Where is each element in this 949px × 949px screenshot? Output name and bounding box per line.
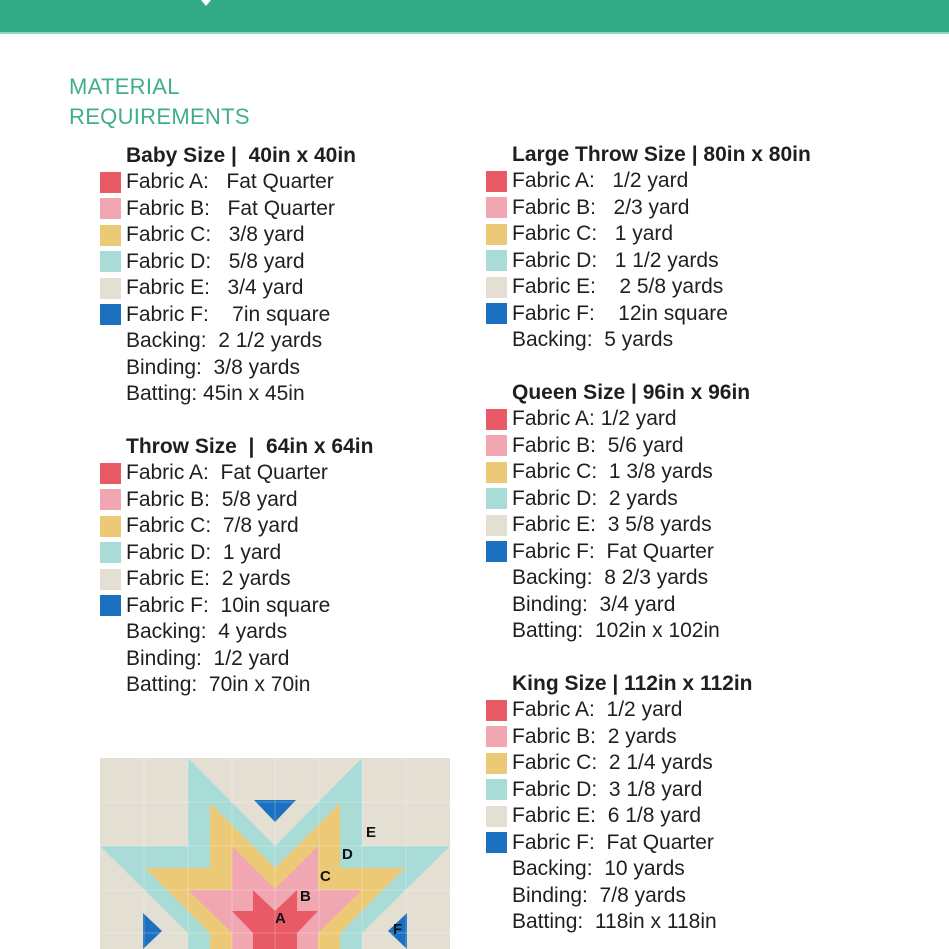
row-value: 118in x 118in (583, 910, 717, 934)
row-value: Fat Quarter (208, 461, 328, 485)
section-title: Throw Size | 64in x 64in (126, 435, 374, 458)
row-value: 2 1/4 yards (597, 751, 713, 775)
row-value: 1 3/8 yards (597, 460, 713, 484)
fabric-row-d (486, 248, 811, 275)
fabric-e-swatch-icon (100, 569, 121, 590)
row-label: Fabric E: (512, 804, 597, 828)
row-label: Fabric C: (512, 460, 598, 484)
row-value: 45in x 45in (197, 382, 305, 406)
row-label: Fabric F: (512, 830, 595, 854)
fabric-row-a (486, 168, 811, 195)
header-notch-icon (201, 0, 211, 6)
row-value: 2 yards (596, 724, 677, 748)
fabric-row-f (486, 301, 811, 328)
quilt-star-diagram (100, 758, 450, 949)
row-value: 5 yards (592, 328, 674, 352)
fabric-a-swatch-icon (486, 409, 507, 430)
fabric-row-d (486, 486, 750, 513)
section-title: King Size | 112in x 112in (512, 672, 753, 695)
row-value: 1/2 yard (201, 646, 290, 670)
fabric-row-d (100, 249, 356, 276)
row-value: 10in square (208, 593, 331, 617)
row-label: Fabric A: (126, 461, 209, 485)
row-label: Fabric C: (126, 223, 212, 247)
row-value: Fat Quarter (208, 170, 334, 194)
row-value: 2/3 yard (596, 195, 690, 219)
row-value: 5/6 yard (596, 433, 684, 457)
row-value: 3/4 yard (210, 276, 304, 300)
fabric-f-swatch-icon (100, 595, 121, 616)
fabric-d-swatch-icon (100, 251, 121, 272)
row-value: 8 2/3 yards (592, 566, 709, 590)
fabric-row-f (100, 302, 356, 329)
row-label: Backing: (512, 328, 593, 352)
row-label: Batting: (512, 619, 584, 643)
binding-row (486, 592, 750, 619)
row-label: Batting: (126, 673, 198, 697)
row-label: Fabric C: (512, 222, 598, 246)
row-value: 3 1/8 yard (597, 777, 703, 801)
row-value: 1 1/2 yards (597, 248, 719, 272)
row-value: 1/2 yard (594, 407, 677, 431)
fabric-row-b (486, 433, 750, 460)
row-label: Binding: (512, 883, 588, 907)
section-baby-size (100, 143, 356, 408)
fabric-a-swatch-icon (486, 700, 507, 721)
batting-row (486, 618, 750, 645)
row-value: 3/8 yards (201, 355, 300, 379)
fabric-row-b (486, 724, 753, 751)
row-value: 5/8 yard (211, 249, 305, 273)
row-value: 2 1/2 yards (206, 329, 323, 353)
backing-row (486, 856, 753, 883)
fabric-row-e (486, 274, 811, 301)
fabric-f-swatch-icon (486, 832, 507, 853)
diagram-label-a: A (275, 910, 286, 927)
fabric-b-swatch-icon (486, 726, 507, 747)
backing-row (100, 619, 373, 646)
fabric-e-swatch-icon (486, 515, 507, 536)
row-value: 4 yards (206, 620, 288, 644)
fabric-row-b (100, 196, 356, 223)
row-value: 6 1/8 yard (596, 804, 702, 828)
fabric-e-swatch-icon (486, 806, 507, 827)
page-title (69, 72, 250, 132)
row-value: 102in x 102in (583, 619, 720, 643)
row-label: Fabric D: (512, 486, 598, 510)
fabric-row-e (486, 512, 750, 539)
fabric-e-swatch-icon (486, 277, 507, 298)
row-value: 70in x 70in (197, 673, 311, 697)
row-value: 7/8 yards (587, 883, 686, 907)
section-throw-size (100, 434, 373, 699)
binding-row (100, 646, 373, 673)
fabric-c-swatch-icon (486, 753, 507, 774)
batting-row (100, 672, 373, 699)
row-value: 1 yard (211, 540, 282, 564)
row-value: 2 5/8 yards (596, 275, 724, 299)
row-label: Fabric B: (512, 433, 597, 457)
row-label: Fabric B: (126, 196, 211, 220)
fabric-row-f (486, 539, 750, 566)
row-label: Batting: (512, 910, 584, 934)
binding-row (486, 883, 753, 910)
fabric-b-swatch-icon (486, 435, 507, 456)
page-title-line-2: REQUIREMENTS (69, 104, 250, 129)
fabric-row-c (100, 222, 356, 249)
row-label: Fabric E: (126, 567, 211, 591)
fabric-row-c (486, 459, 750, 486)
fabric-row-b (100, 487, 373, 514)
page-title-line-1: MATERIAL (69, 74, 180, 99)
fabric-f-swatch-icon (486, 541, 507, 562)
fabric-e-swatch-icon (100, 278, 121, 299)
fabric-row-a (486, 697, 753, 724)
row-label: Fabric E: (512, 513, 597, 537)
row-label: Fabric D: (512, 248, 598, 272)
fabric-d-swatch-icon (486, 779, 507, 800)
row-value: 3 5/8 yards (596, 513, 712, 537)
row-label: Binding: (512, 592, 588, 616)
row-label: Fabric F: (126, 593, 209, 617)
fabric-row-f (100, 593, 373, 620)
row-label: Fabric B: (512, 724, 597, 748)
fabric-b-swatch-icon (100, 198, 121, 219)
fabric-d-swatch-icon (100, 542, 121, 563)
row-label: Fabric F: (512, 539, 595, 563)
backing-row (486, 327, 811, 354)
fabric-row-c (100, 513, 373, 540)
fabric-c-swatch-icon (486, 224, 507, 245)
row-label: Binding: (126, 646, 202, 670)
row-label: Fabric A: (512, 407, 595, 431)
row-label: Batting: (126, 382, 198, 406)
row-value: 7/8 yard (211, 514, 299, 538)
row-value: 1/2 yard (594, 698, 683, 722)
fabric-row-d (486, 777, 753, 804)
fabric-b-swatch-icon (100, 489, 121, 510)
row-label: Fabric D: (126, 540, 212, 564)
fabric-row-d (100, 540, 373, 567)
row-value: Fat Quarter (594, 830, 714, 854)
fabric-row-b (486, 195, 811, 222)
diagram-label-d: D (342, 846, 353, 863)
fabric-row-f (486, 830, 753, 857)
row-value: 1 yard (597, 222, 674, 246)
row-label: Fabric F: (126, 302, 209, 326)
batting-row (100, 381, 356, 408)
section-title: Baby Size | 40in x 40in (126, 144, 356, 167)
fabric-d-swatch-icon (486, 488, 507, 509)
diagram-label-e: E (366, 824, 377, 841)
row-label: Backing: (126, 620, 207, 644)
fabric-c-swatch-icon (486, 462, 507, 483)
row-label: Backing: (512, 566, 593, 590)
fabric-a-swatch-icon (100, 172, 121, 193)
row-label: Fabric C: (126, 514, 212, 538)
fabric-c-swatch-icon (100, 225, 121, 246)
row-label: Backing: (512, 857, 593, 881)
fabric-row-e (486, 803, 753, 830)
row-value: 12in square (594, 301, 728, 325)
fabric-f-swatch-icon (100, 304, 121, 325)
diagram-label-f: F (393, 921, 403, 938)
fabric-c-swatch-icon (100, 516, 121, 537)
fabric-row-c (486, 750, 753, 777)
row-value: 2 yards (210, 567, 291, 591)
batting-row (486, 909, 753, 936)
row-label: Fabric F: (512, 301, 595, 325)
row-label: Fabric D: (126, 249, 212, 273)
section-large-throw-size (486, 142, 811, 354)
row-label: Fabric A: (126, 170, 209, 194)
fabric-b-swatch-icon (486, 197, 507, 218)
row-value: Fat Quarter (210, 196, 335, 220)
row-label: Fabric A: (512, 169, 595, 193)
row-label: Fabric B: (512, 195, 597, 219)
fabric-row-c (486, 221, 811, 248)
fabric-row-a (486, 406, 750, 433)
section-king-size (486, 671, 753, 936)
fabric-a-swatch-icon (486, 171, 507, 192)
fabric-d-swatch-icon (486, 250, 507, 271)
section-title: Large Throw Size | 80in x 80in (512, 143, 811, 166)
row-value: 10 yards (592, 857, 685, 881)
header-bar (0, 0, 949, 34)
row-label: Backing: (126, 329, 207, 353)
backing-row (486, 565, 750, 592)
diagram-label-b: B (300, 888, 311, 905)
binding-row (100, 355, 356, 382)
row-value: 3/8 yard (211, 223, 305, 247)
row-value: 5/8 yard (210, 487, 298, 511)
section-queen-size (486, 380, 750, 645)
row-value: 2 yards (597, 486, 678, 510)
row-value: Fat Quarter (594, 539, 714, 563)
row-value: 7in square (208, 302, 331, 326)
row-label: Binding: (126, 355, 202, 379)
section-title: Queen Size | 96in x 96in (512, 381, 751, 404)
fabric-row-e (100, 275, 356, 302)
row-label: Fabric A: (512, 698, 595, 722)
fabric-a-swatch-icon (100, 463, 121, 484)
row-label: Fabric D: (512, 777, 598, 801)
row-label: Fabric E: (126, 276, 211, 300)
fabric-row-a (100, 460, 373, 487)
fabric-f-swatch-icon (486, 303, 507, 324)
fabric-row-e (100, 566, 373, 593)
row-label: Fabric E: (512, 275, 597, 299)
diagram-label-c: C (320, 868, 331, 885)
fabric-row-a (100, 169, 356, 196)
row-label: Fabric B: (126, 487, 211, 511)
row-label: Fabric C: (512, 751, 598, 775)
backing-row (100, 328, 356, 355)
row-value: 3/4 yard (587, 592, 676, 616)
row-value: 1/2 yard (594, 169, 689, 193)
